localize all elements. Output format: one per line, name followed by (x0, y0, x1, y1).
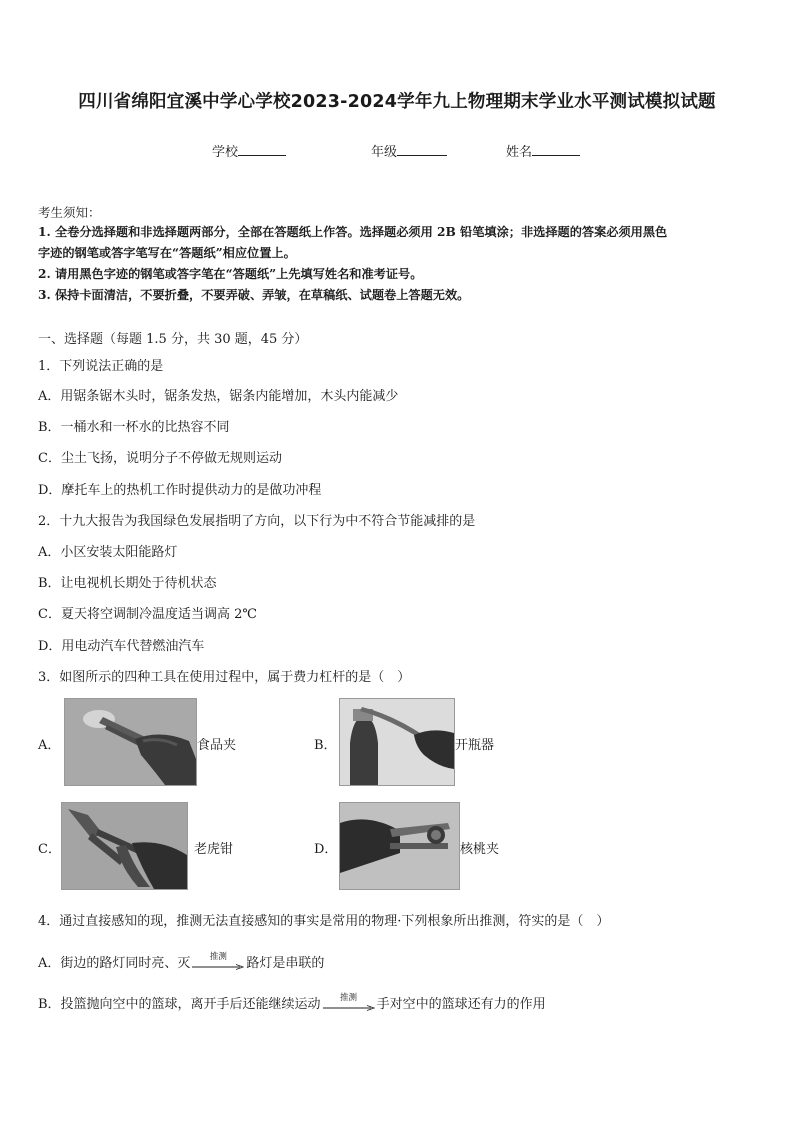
name-label: 姓名 (506, 145, 533, 160)
grade-blank (397, 142, 447, 156)
grade-label: 年级 (371, 145, 398, 160)
food-tongs-image (64, 698, 197, 786)
inference-arrow (192, 951, 244, 971)
q2-option-b: B．让电视机长期处于待机状态 (38, 576, 217, 591)
q3-option-a-label: 食品夹 (197, 738, 237, 753)
q3-option-b-label: 开瓶器 (455, 738, 495, 753)
name-field (506, 141, 580, 160)
q4-option-a-conclusion: 路灯是串联的 (246, 956, 325, 971)
inference-arrow (323, 992, 375, 1012)
notice-heading: 考生须知： (38, 205, 101, 220)
grade-field (371, 141, 447, 160)
q4-option-b (38, 993, 546, 1012)
q4-option-b-conclusion: 手对空中的篮球还有力的作用 (376, 997, 546, 1012)
q1-stem: 1．下列说法正确的是 (38, 359, 164, 374)
q1-option-a: A．用锯条锯木头时，锯条发热，锯条内能增加，木头内能减少 (38, 389, 399, 404)
school-blank (238, 142, 286, 156)
q4-stem: 4．通过直接感知的现，推测无法直接感知的事实是常用的物理·下列根象所出推测，符实的是（ ） (38, 914, 610, 929)
q3-option-c-letter: C． (38, 842, 61, 857)
bottle-opener-image (339, 698, 455, 786)
q4-option-a (38, 952, 324, 971)
q4-option-a-premise: A．街边的路灯同时亮、灭 (38, 956, 191, 971)
q3-option-a-letter: A． (38, 738, 61, 753)
q3-option-d-letter: D． (314, 842, 338, 857)
q2-option-c: C．夏天将空调制冷温度适当调高 2℃ (38, 607, 257, 622)
q3-option-b-letter: B． (314, 738, 337, 753)
nutcracker-image (339, 802, 460, 890)
arrow-label: 推测 (209, 951, 227, 962)
section-heading: 一、选择题（每题 1.5 分，共 30 题，45 分） (38, 332, 308, 347)
name-blank (532, 142, 580, 156)
arrow-label: 推测 (340, 992, 358, 1003)
q1-option-b: B．一桶水和一杯水的比热容不同 (38, 420, 230, 435)
q1-option-d: D．摩托车上的热机工作时提供动力的是做功冲程 (38, 483, 322, 498)
notice-line-4: 3. 保持卡面清洁，不要折叠，不要弄破、弄皱，在草稿纸、试题卷上答题无效。 (38, 288, 470, 302)
q2-stem: 2．十九大报告为我国绿色发展指明了方向，以下行为中不符合节能减排的是 (38, 514, 476, 529)
q3-option-d-label: 核桃夹 (460, 842, 500, 857)
q2-option-a: A．小区安装太阳能路灯 (38, 545, 178, 560)
notice-line-3: 2. 请用黑色字迹的钢笔或答字笔在“答题纸”上先填写姓名和准考证号。 (38, 267, 423, 281)
school-field (212, 141, 286, 160)
notice-line-1: 1. 全卷分选择题和非选择题两部分，全部在答题纸上作答。选择题必须用 2B 铅笔填涂；非选择题的答案必须用黑色 (38, 225, 668, 239)
school-label: 学校 (212, 145, 239, 160)
notice-line-2: 字迹的钢笔或答字笔写在“答题纸”相应位置上。 (38, 246, 296, 260)
pliers-image (61, 802, 188, 890)
q4-option-b-premise: B．投篮抛向空中的篮球，离开手后还能继续运动 (38, 997, 321, 1012)
q1-option-c: C．尘土飞扬，说明分子不停做无规则运动 (38, 451, 282, 466)
q3-option-c-label: 老虎钳 (194, 842, 234, 857)
q2-option-d: D．用电动汽车代替燃油汽车 (38, 639, 205, 654)
q3-stem: 3．如图所示的四种工具在使用过程中，属于费力杠杆的是（ ） (38, 670, 411, 685)
page-title: 四川省绵阳宜溪中学心学校2023-2024学年九上物理期末学业水平测试模拟试题 (78, 92, 716, 112)
